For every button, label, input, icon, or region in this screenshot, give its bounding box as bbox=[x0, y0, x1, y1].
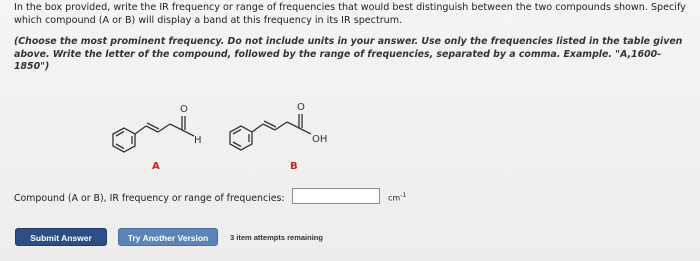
unit-exponent: -1 bbox=[400, 192, 407, 199]
answer-label: Compound (A or B), IR frequency or range of frequencies: bbox=[14, 193, 285, 204]
instruction-note: (Choose the most prominent frequency. Do not include units in your answer. Use only the frequencies listed in the table given above. Write the letter of the compound, followed by the range of frequencies, separated by a comma. Example. "A,1600-1850") bbox=[14, 36, 683, 72]
compound-b-carbonyl-oxygen: O bbox=[297, 102, 305, 113]
compound-b-label: B bbox=[290, 161, 298, 172]
question-text: In the box provided, write the IR frequency or range of frequencies that would best distinguish between the two compounds shown. Specify which compound (A or B) will display a band at this frequency in its IR spectrum. bbox=[14, 2, 686, 26]
answer-row bbox=[14, 188, 694, 210]
compound-a-aldehyde-h: H bbox=[194, 135, 202, 146]
compound-a-structure bbox=[113, 116, 194, 152]
unit-base: cm bbox=[388, 193, 401, 203]
compound-b-structure bbox=[230, 114, 311, 150]
molecule-structures bbox=[80, 92, 380, 172]
compound-b-hydroxyl: OH bbox=[312, 134, 328, 145]
try-another-version-button[interactable]: Try Another Version bbox=[118, 228, 218, 246]
unit-label bbox=[388, 192, 406, 203]
submit-answer-button[interactable]: Submit Answer bbox=[15, 228, 107, 246]
compound-a-label: A bbox=[152, 161, 160, 172]
compound-a-carbonyl-oxygen: O bbox=[180, 104, 188, 115]
attempts-remaining: 3 item attempts remaining bbox=[230, 233, 323, 242]
answer-input[interactable] bbox=[292, 188, 380, 204]
